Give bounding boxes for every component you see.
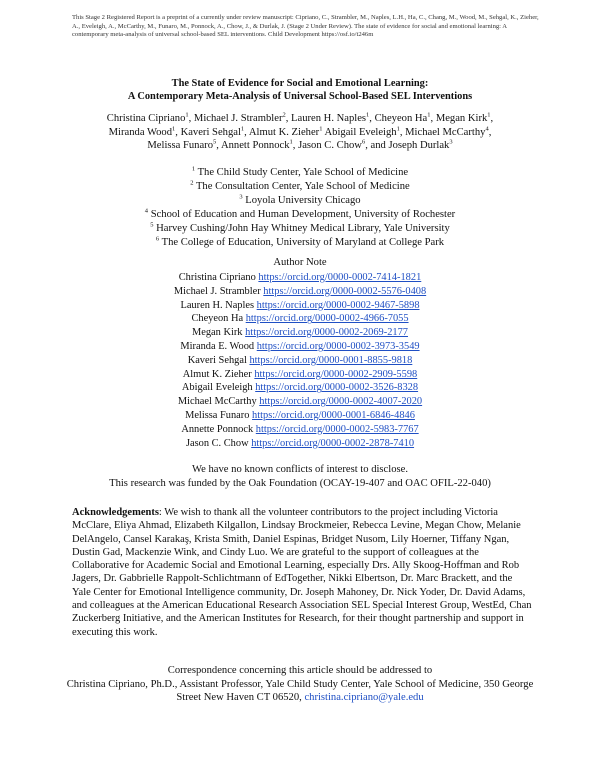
affiliation-line <box>60 194 540 208</box>
author-entry <box>107 113 194 124</box>
orcid-name: Michael J. Strambler <box>173 285 264 297</box>
orcid-link[interactable]: https://orcid.org/0000-0001-6846-4846 <box>252 409 415 421</box>
disclosures <box>0 463 600 491</box>
author-name: Lauren H. Naples <box>291 113 367 124</box>
author-affiliation-mark: 1 <box>185 111 189 119</box>
author-affiliation-mark: 6 <box>361 138 366 146</box>
acknowledgements-paragraph <box>72 506 532 639</box>
author-separator: , <box>399 126 406 138</box>
author-name: Cheyeon Ha <box>374 113 428 124</box>
author-entry <box>194 113 291 124</box>
author-separator: , <box>285 113 292 124</box>
author-affiliation-mark: 2 <box>282 111 286 119</box>
orcid-link[interactable]: https://orcid.org/0000-0001-8855-9818 <box>249 354 413 366</box>
author-list <box>60 112 540 153</box>
affiliation-mark: 6 <box>155 235 160 242</box>
author-separator: , <box>369 113 375 124</box>
affiliation-mark: 5 <box>150 221 154 229</box>
author-name: Kaveri Sehgal <box>180 126 241 138</box>
orcid-link[interactable]: https://orcid.org/0000-0002-5576-0408 <box>263 285 427 297</box>
funding-statement: This research was funded by the Oak Foundation (OCAY-19-407 and OAC OFIL-22-040) <box>109 477 491 489</box>
orcid-name: Abigail Eveleigh <box>181 382 256 394</box>
affiliation-text: Harvey Cushing/John Hay Whitney Medical Library, Yale University <box>153 222 450 234</box>
author-entry <box>375 113 436 124</box>
orcid-line <box>0 312 600 326</box>
correspondence-email-link[interactable]: christina.cipriano@yale.edu <box>304 692 424 704</box>
orcid-name: Melissa Funaro <box>185 409 253 421</box>
orcid-name: Michael McCarthy <box>177 396 260 408</box>
orcid-line <box>0 395 600 409</box>
orcid-name: Almut K. Zieher <box>182 368 255 380</box>
orcid-link[interactable]: https://orcid.org/0000-0002-4007-2020 <box>259 396 423 408</box>
orcid-line <box>0 326 600 340</box>
affiliation-mark: 1 <box>191 165 196 173</box>
orcid-link[interactable]: https://orcid.org/0000-0002-3526-8328 <box>255 382 419 394</box>
paper-title-line-2: A Contemporary Meta-Analysis of Universal School-Based SEL Interventions <box>127 91 473 102</box>
orcid-line <box>0 340 600 354</box>
author-name: Joseph Durlak <box>388 140 450 152</box>
orcid-name: Jason C. Chow <box>185 437 252 449</box>
conflict-statement: We have no known conflicts of interest to disclose. <box>192 464 408 475</box>
affiliation-text: The Child Study Center, Yale School of Medicine <box>195 167 409 178</box>
author-name: Miranda Wood <box>108 126 173 138</box>
author-affiliation-mark: 1 <box>366 111 370 119</box>
acknowledgements-label: Acknowledgements <box>72 507 159 518</box>
orcid-line <box>0 423 600 437</box>
affiliation-text: Loyola University Chicago <box>242 194 361 206</box>
author-separator: , <box>175 126 181 138</box>
orcid-name: Miranda E. Wood <box>180 340 257 352</box>
author-affiliation-mark: 5 <box>213 138 217 146</box>
author-entry <box>388 140 452 151</box>
author-name: Christina Cipriano <box>106 113 186 124</box>
affiliation-line <box>60 180 540 194</box>
author-entry <box>291 113 375 124</box>
affiliation-text: The College of Education, University of Maryland at College Park <box>159 236 445 248</box>
author-name: Megan Kirk <box>435 113 488 124</box>
orcid-line <box>0 381 600 395</box>
correspondence <box>60 664 540 705</box>
author-separator: , <box>188 113 194 124</box>
author-name: Jason C. Chow <box>298 140 362 152</box>
affiliation-text: School of Education and Human Development, University of Rochester <box>148 208 456 220</box>
orcid-link[interactable]: https://orcid.org/0000-0002-2909-5598 <box>254 368 418 380</box>
orcid-name: Kaveri Sehgal <box>187 354 250 366</box>
affiliation-list <box>60 166 540 249</box>
preprint-notice: This Stage 2 Registered Report is a preprint of a currently under review manuscript: Cipriano, C., Strambler, M., Naples, L.H., Ha, C., Chang, M., Wood, M., Sehgal, K., Zieher, A., Eveleigh, A., McCarthy, M., Funaro, M., Ponnock, A., Chow, J., & Durlak, J. (Stage 2 Under Review). The state of evidence for social and emotional learning: A contemporary meta-analysis of universal school-based SEL interventions. Child Development https://osf.io/t246m <box>72 14 539 39</box>
author-separator: , <box>488 126 492 138</box>
paper-title-line-1: The State of Evidence for Social and Emotional Learning: <box>171 78 429 89</box>
orcid-line <box>0 437 600 451</box>
correspondence-details: Christina Cipriano, Ph.D., Assistant Professor, Yale Child Study Center, Yale School of Medicine, 350 George Street New Haven CT 06520, <box>66 678 534 704</box>
author-affiliation-mark: 1 <box>172 125 176 133</box>
author-separator: , <box>216 140 221 152</box>
author-affiliation-mark: 1 <box>487 111 491 119</box>
author-entry <box>221 140 298 151</box>
orcid-name: Annette Ponnock <box>181 423 256 435</box>
acknowledgements-text: : We wish to thank all the volunteer contributors to the project including Victoria McClare, Eliya Ahmad, Elizabeth Kilgallon, Lindsay Brockmeier, Rebecca Levine, Megan Chow, Melanie DelAngelo, Cansel Karakaş, Krista Smith, Daniel Espinas, Bridget Nusom, Lily Hoerner, Tiffany Ngan, Dustin Gad, Mackenzie Wink, and Cindy Luo. We are grateful to the support of colleagues at the Collaborative for Academic Social and Emotional Learning, especially Drs. Ally Skoog-Hoffman and Rob Jagers, Dr. Gabbrielle Rappolt-Schlichtmann of EdTogether, Nikki Elbertson, Dr. Marc Brackett, and the Yale Center for Emotional Intelligence community, Dr. Joseph Mahoney, Dr. Nick Yoder, Dr. David Adams, and colleagues at the American Educational Research Association SEL Special Interest Group, WestEd, Chan Zuckerberg Initiative, and the American Institutes for Research, for their thought partnership and support in executing this work. <box>72 507 532 638</box>
author-name: Almut K. Zieher <box>248 126 320 138</box>
author-name: Annett Ponnock <box>220 140 290 152</box>
affiliation-text: The Consultation Center, Yale School of Medicine <box>193 180 410 192</box>
author-affiliation-mark: 1 <box>396 125 400 133</box>
author-name: Melissa Funaro <box>147 140 213 152</box>
orcid-name: Megan Kirk <box>192 327 246 339</box>
author-affiliation-mark: 1 <box>240 125 245 133</box>
author-affiliation-mark: 1 <box>289 138 293 146</box>
author-entry <box>249 127 325 138</box>
correspondence-address <box>60 678 540 705</box>
author-name: Michael McCarthy <box>405 126 486 138</box>
correspondence-intro: Correspondence concerning this article should be addressed to <box>167 665 433 676</box>
affiliation-line <box>60 166 540 180</box>
author-affiliation-mark: 4 <box>485 125 489 133</box>
orcid-link[interactable]: https://orcid.org/0000-0002-4966-7055 <box>245 313 409 325</box>
author-entry <box>298 140 388 151</box>
affiliation-mark: 2 <box>190 179 194 187</box>
orcid-link[interactable]: https://orcid.org/0000-0002-2878-7410 <box>251 437 415 449</box>
orcid-name: Lauren H. Naples <box>180 299 257 311</box>
orcid-line <box>0 368 600 382</box>
author-separator: , <box>244 126 249 138</box>
orcid-name: Cheyeon Ha <box>191 313 246 325</box>
author-separator: , <box>292 140 299 152</box>
author-separator: , <box>490 113 494 124</box>
orcid-link[interactable]: https://orcid.org/0000-0002-5983-7767 <box>255 423 419 435</box>
author-name: Abigail Eveleigh <box>324 126 397 138</box>
affiliation-line <box>60 208 540 222</box>
author-separator: , <box>430 113 436 124</box>
orcid-link[interactable]: https://orcid.org/0000-0002-2069-2177 <box>245 327 408 339</box>
affiliation-line <box>60 236 540 250</box>
author-note-heading: Author Note <box>273 257 327 268</box>
author-entry <box>109 127 181 138</box>
author-entry <box>147 140 221 151</box>
author-affiliation-mark: 1 <box>319 125 323 133</box>
orcid-line <box>0 299 600 313</box>
orcid-list <box>0 271 600 450</box>
author-entry <box>325 127 406 138</box>
author-entry <box>405 127 491 138</box>
orcid-line <box>0 354 600 368</box>
author-entry <box>436 113 493 124</box>
orcid-name: Christina Cipriano <box>178 272 259 283</box>
affiliation-mark: 4 <box>144 207 149 215</box>
orcid-link[interactable]: https://orcid.org/0000-0002-3973-3549 <box>256 340 420 352</box>
orcid-line <box>0 271 600 285</box>
orcid-line <box>0 285 600 299</box>
affiliation-mark: 3 <box>239 193 243 201</box>
orcid-link[interactable]: https://orcid.org/0000-0002-9467-5898 <box>256 299 420 311</box>
author-affiliation-mark: 3 <box>449 138 453 146</box>
orcid-link[interactable]: https://orcid.org/0000-0002-7414-1821 <box>258 272 422 283</box>
author-separator: , and <box>365 140 389 152</box>
author-name: Michael J. Strambler <box>193 113 283 124</box>
author-affiliation-mark: 1 <box>427 111 431 119</box>
affiliation-line <box>60 222 540 236</box>
orcid-line <box>0 409 600 423</box>
author-entry <box>181 127 249 138</box>
